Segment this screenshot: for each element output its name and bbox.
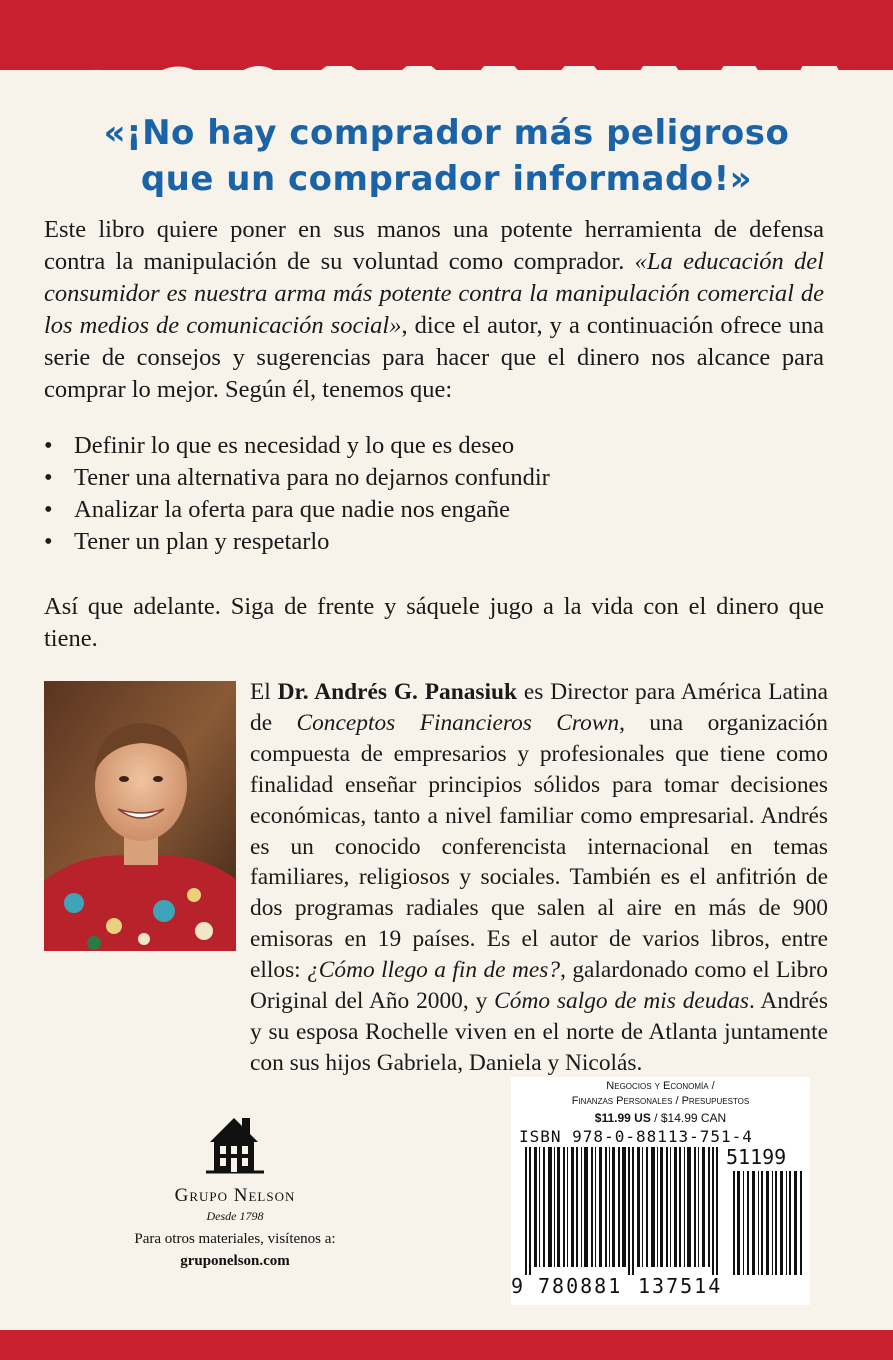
intro-paragraph [44, 214, 824, 406]
author-photo [44, 681, 236, 951]
publisher-website: gruponelson.com [180, 1253, 290, 1269]
torn-paper-edge [0, 66, 893, 80]
barcode-panel [511, 1077, 810, 1305]
headline-quote [30, 110, 863, 202]
bio-text: , una organización compuesta de empresarios y profesionales que tiene como finalidad enseñar principios sólidos para tomar decisiones económicas, tanto a nivel familiar como empresarial. Andrés es un conocido conferencista internacional en temas familiares, religiosos y sociales. También es el anfitrión de dos programas radiales que salen al aire en más de 900 emisoras en 19 países. Es el autor de varios libros, entre ellos: [250, 709, 828, 984]
bio-text: , galardonado como el Libro Original del Año 2000, y [250, 957, 828, 1015]
isbn-text: ISBN 978-0-88113-751-4 [519, 1127, 753, 1146]
ean-left-group: 780881 [538, 1274, 623, 1298]
price-us: $11.99 US [594, 1111, 651, 1125]
ean-first-digit: 9 [511, 1274, 524, 1298]
visit-label: Para otros materiales, visítenos a: [134, 1231, 336, 1247]
closing-paragraph: Así que adelante. Siga de frente y sáquele jugo a la vida con el dinero que tiene. [44, 593, 824, 652]
category-line-2: Finanzas Personales / Presupuestos [571, 1095, 750, 1107]
book-title: Cómo salgo de mis deudas [494, 988, 750, 1015]
advice-list [44, 430, 824, 558]
organization-name: Conceptos Financieros Crown [296, 709, 620, 736]
intro-text-2: , dice el autor, y a continuación ofrece una serie de consejos y sugerencias para hacer que el dinero nos alcance para comprar lo mejor. Según él, tenemos que: [44, 312, 825, 403]
publisher-logo [150, 1110, 320, 1224]
author-bio [250, 677, 828, 1079]
list-item: • Tener una alternativa para no dejarnos confundir [44, 462, 824, 494]
bio-text: El [250, 679, 278, 705]
book-title: ¿Cómo llego a fin de mes? [307, 957, 561, 984]
list-item: • Definir lo que es necesidad y lo que es deseo [44, 430, 824, 462]
intro-text-1: Este libro quiere poner en sus manos una potente herramienta de defensa contra la manipulación de su voluntad como comprador. [44, 216, 824, 275]
price-label [511, 1111, 810, 1125]
bio-text: . Andrés y su esposa Rochelle viven en el norte de Atlanta juntamente con sus hijos Gabriela, Daniela y Nicolás. [250, 988, 828, 1076]
bio-text: es Director para América Latina de [250, 679, 829, 736]
headline-line-1: «¡No hay comprador más peligroso [103, 113, 790, 153]
barcode-addon-digits: 51199 [726, 1145, 787, 1169]
publisher-visit [100, 1228, 370, 1272]
category-label [511, 1079, 810, 1109]
author-name: Dr. Andrés G. Panasiuk [277, 679, 518, 705]
headline-line-2: que un comprador informado!» [140, 159, 753, 199]
price-can: $14.99 CAN [660, 1111, 727, 1125]
price-separator: / [650, 1111, 661, 1125]
ean-right-group: 137514 [638, 1274, 723, 1298]
publisher-tagline: Desde 1798 [206, 1209, 264, 1223]
intro-quote: «La educación del consumidor es nuestra arma más potente contra la manipulación comercial de los medios de comunicación social» [44, 248, 824, 339]
list-item: • Analizar la oferta para que nadie nos engañe [44, 494, 824, 526]
castle-icon [200, 1110, 270, 1176]
list-item: • Tener un plan y respetarlo [44, 526, 824, 558]
publisher-name: Grupo Nelson [174, 1185, 296, 1206]
category-line-1: Negocios y Economía / [606, 1080, 715, 1092]
